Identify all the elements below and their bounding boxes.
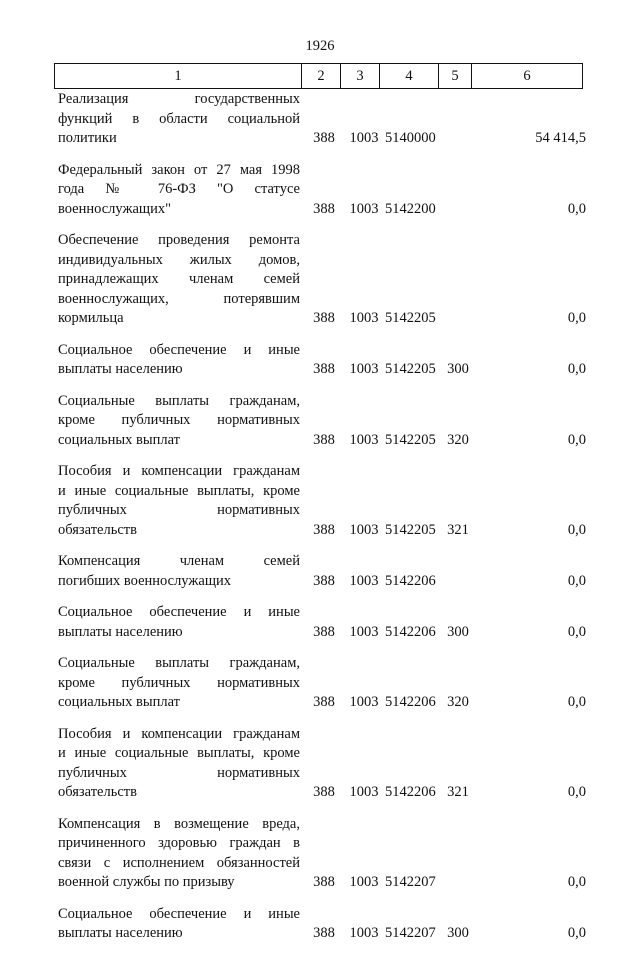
row-description: [58, 552, 300, 591]
column-header-row: [55, 64, 583, 89]
table-row: [0, 725, 640, 803]
cell-c4: 5142206: [385, 694, 436, 710]
table-row: [0, 654, 640, 713]
cell-c3: 1003: [349, 784, 379, 800]
cell-c5: 321: [447, 784, 469, 800]
description-line: Социальное обеспечение и иные: [58, 604, 300, 620]
cell-c3: 1003: [349, 310, 379, 326]
cell-c4: 5142205: [385, 361, 436, 377]
description-line: публичных нормативных: [58, 764, 300, 781]
description-line: выплаты населению: [58, 925, 183, 941]
table-row: [0, 231, 640, 329]
row-description: [58, 161, 300, 220]
cell-c6: 0,0: [567, 623, 586, 640]
table-row: [0, 341, 640, 380]
cell-c6: 0,0: [567, 925, 586, 941]
table-row: [0, 552, 640, 591]
row-description: [58, 725, 300, 803]
cell-c3: 1003: [349, 572, 379, 589]
description-line: и иные социальные выплаты, кроме: [58, 482, 300, 499]
description-line: политики: [58, 130, 117, 146]
cell-c2: 388: [313, 361, 335, 377]
row-description: [58, 905, 300, 944]
description-line: военной службы по призыву: [58, 874, 235, 890]
description-line: Федеральный закон от 27 мая 1998: [58, 161, 300, 178]
description-line: Социальные выплаты гражданам,: [58, 392, 300, 409]
row-description: [58, 392, 300, 451]
description-line: публичных нормативных: [58, 502, 300, 518]
cell-c3: 1003: [349, 521, 379, 538]
description-line: функций в области социальной: [58, 110, 300, 127]
description-line: года № 76-ФЗ "О статусе: [58, 181, 300, 197]
cell-c4: 5140000: [385, 130, 436, 146]
row-description: [58, 341, 300, 380]
column-header-5: 5: [439, 64, 472, 89]
column-header-table: [54, 63, 583, 89]
cell-c2: 388: [313, 874, 335, 890]
cell-c4: 5142205: [385, 431, 436, 448]
description-line: Социальное обеспечение и иные: [58, 341, 300, 358]
row-description: [58, 815, 300, 893]
cell-c3: 1003: [349, 925, 379, 941]
cell-c6: 54 414,5: [535, 130, 586, 146]
cell-c3: 1003: [349, 200, 379, 217]
description-line: связи с исполнением обязанностей: [58, 854, 300, 871]
cell-c2: 388: [313, 925, 335, 941]
row-description: [58, 603, 300, 642]
cell-c3: 1003: [349, 361, 379, 377]
description-line: кроме публичных нормативных: [58, 674, 300, 691]
cell-c4: 5142206: [385, 572, 436, 589]
table-row: [0, 392, 640, 451]
row-description: [58, 462, 300, 540]
description-line: обязательств: [58, 784, 137, 800]
column-header-1: 1: [55, 64, 302, 89]
cell-c2: 388: [313, 784, 335, 800]
cell-c6: 0,0: [567, 200, 586, 217]
cell-c5: 300: [447, 623, 469, 640]
cell-c6: 0,0: [567, 521, 586, 538]
table-row: [0, 815, 640, 893]
cell-c2: 388: [313, 623, 335, 640]
cell-c2: 388: [313, 694, 335, 710]
cell-c5: 320: [447, 694, 469, 710]
cell-c6: 0,0: [567, 361, 586, 377]
description-line: военнослужащих": [58, 200, 172, 217]
cell-c5: 321: [447, 521, 469, 538]
description-line: погибших военнослужащих: [58, 572, 231, 589]
description-line: выплаты населению: [58, 361, 183, 377]
cell-c6: 0,0: [567, 572, 586, 589]
description-line: Компенсация членам семей: [58, 553, 300, 569]
cell-c2: 388: [313, 572, 335, 589]
table-row: [0, 462, 640, 540]
description-line: принадлежащих членам семей: [58, 271, 300, 287]
cell-c3: 1003: [349, 431, 379, 448]
description-line: Пособия и компенсации гражданам: [58, 725, 300, 742]
cell-c6: 0,0: [567, 310, 586, 326]
cell-c6: 0,0: [567, 694, 586, 710]
cell-c4: 5142207: [385, 874, 436, 890]
description-line: Социальные выплаты гражданам,: [58, 655, 300, 671]
cell-c6: 0,0: [567, 431, 586, 448]
cell-c2: 388: [313, 310, 335, 326]
column-header-4: 4: [380, 64, 439, 89]
cell-c2: 388: [313, 521, 335, 538]
cell-c2: 388: [313, 431, 335, 448]
description-line: и иные социальные выплаты, кроме: [58, 745, 300, 761]
column-header-2: 2: [302, 64, 341, 89]
row-description: [58, 231, 300, 329]
cell-c2: 388: [313, 200, 335, 217]
description-line: выплаты населению: [58, 623, 183, 640]
description-line: обязательств: [58, 521, 137, 538]
cell-c4: 5142200: [385, 200, 436, 217]
cell-c3: 1003: [349, 130, 379, 146]
column-header-3: 3: [341, 64, 380, 89]
cell-c3: 1003: [349, 874, 379, 890]
column-header-6: 6: [472, 64, 583, 89]
description-line: кроме публичных нормативных: [58, 412, 300, 428]
table-row: [0, 90, 640, 149]
row-description: [58, 90, 300, 149]
description-line: Социальное обеспечение и иные: [58, 905, 300, 922]
cell-c6: 0,0: [567, 784, 586, 800]
table-row: [0, 905, 640, 944]
description-line: военнослужащих, потерявшим: [58, 290, 300, 307]
description-line: причиненного здоровью граждан в: [58, 835, 300, 851]
cell-c4: 5142207: [385, 925, 436, 941]
cell-c4: 5142206: [385, 784, 436, 800]
description-line: Компенсация в возмещение вреда,: [58, 815, 300, 832]
cell-c3: 1003: [349, 694, 379, 710]
cell-c5: 320: [447, 431, 469, 448]
cell-c2: 388: [313, 130, 335, 146]
cell-c4: 5142206: [385, 623, 436, 640]
description-line: социальных выплат: [58, 431, 180, 448]
table-row: [0, 161, 640, 220]
description-line: кормильца: [58, 310, 124, 326]
description-line: социальных выплат: [58, 694, 180, 710]
description-line: Пособия и компенсации гражданам: [58, 463, 300, 479]
page-number: 1926: [305, 38, 335, 54]
description-line: Реализация государственных: [58, 91, 300, 107]
table-row: [0, 603, 640, 642]
cell-c4: 5142205: [385, 521, 436, 538]
cell-c4: 5142205: [385, 310, 436, 326]
cell-c6: 0,0: [567, 874, 586, 890]
cell-c5: 300: [447, 925, 469, 941]
cell-c3: 1003: [349, 623, 379, 640]
row-description: [58, 654, 300, 713]
description-line: индивидуальных жилых домов,: [58, 251, 300, 268]
table-body: [0, 90, 640, 956]
cell-c5: 300: [447, 361, 469, 377]
description-line: Обеспечение проведения ремонта: [58, 232, 300, 248]
